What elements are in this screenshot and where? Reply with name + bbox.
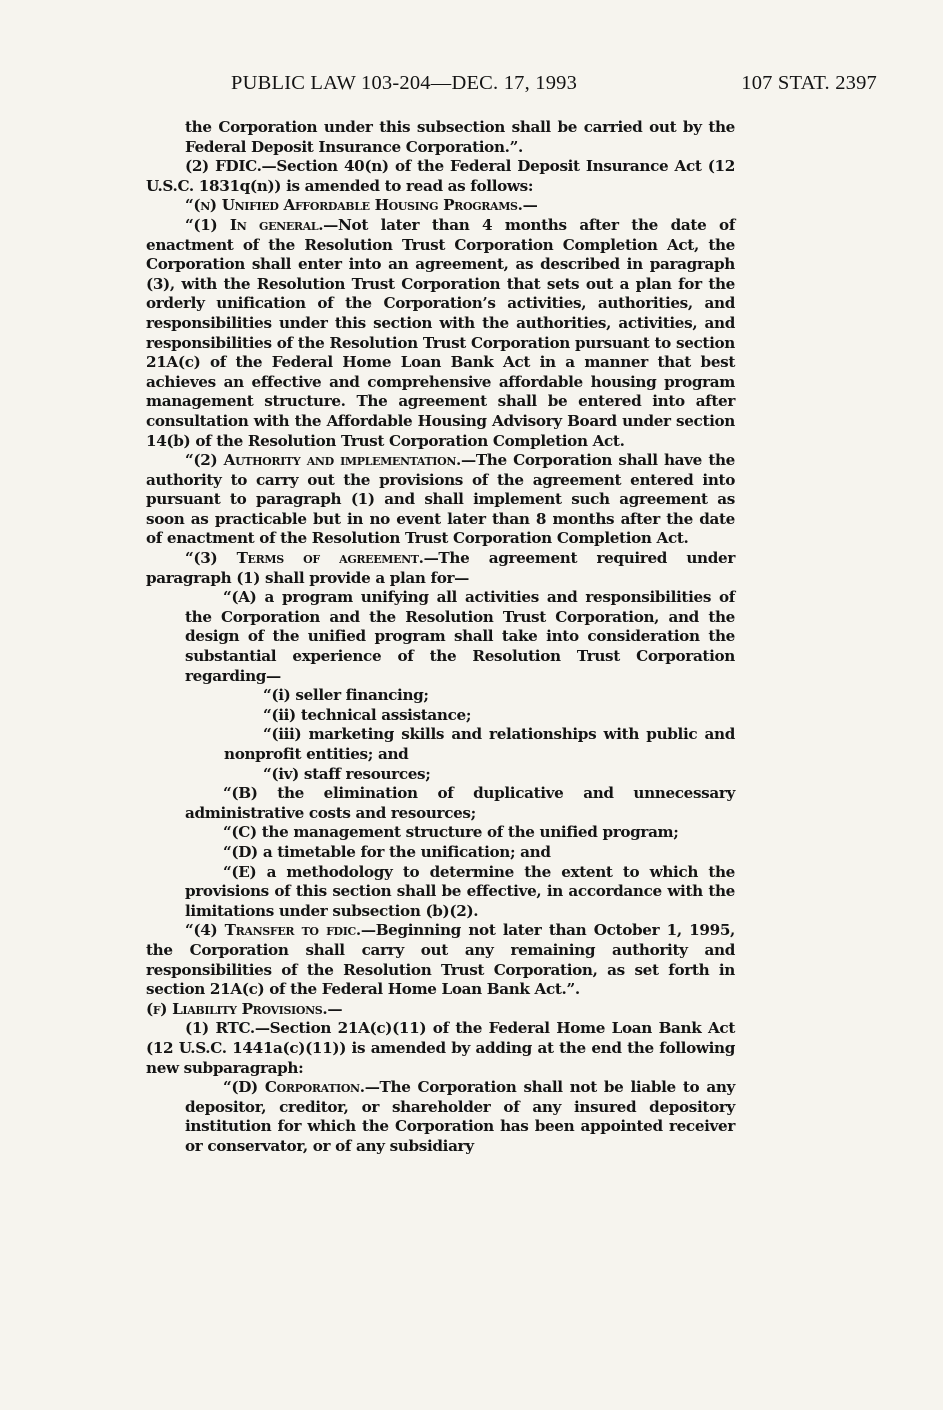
- paragraph: (2) FDIC.—Section 40(n) of the Federal Deposit Insurance Act (12 U.S.C. 1831q(n)) is amended to read as follows:: [146, 157, 735, 195]
- paragraph: “(C) the management structure of the unified program;: [223, 823, 679, 842]
- paragraph: “(1) In general.—Not later than 4 months after the date of enactment of the Resolution Trust Corporation Completion Act, the Corporation shall enter into an agreement, as described in paragraph (3), with the Resolution Trust Corporation that sets out a plan for the orderly unification of the Corporation’s activities, authorities, and responsibilities under this section with the authorities, activities, and responsibilities of the Resolution Trust Corporation pursuant to section 21A(c) of the Federal Home Loan Bank Act in a manner that best achieves an effective and comprehensive affordable housing program management structure. The agreement shall be entered into after consultation with the Affordable Housing Advisory Board under section 14(b) of the Resolution Trust Corporation Completion Act.: [146, 215, 736, 450]
- paragraph: “(E) a methodology to determine the extent to which the provisions of this section shall be effective, in accordance with the limitations under subsection (b)(2).: [185, 862, 735, 920]
- paragraph: “(2) Authority and implementation.—The Corporation shall have the authority to carry out the provisions of the agreement entered into pursuant to paragraph (1) and shall implement such agreement as soon as practicable but in no event later than 8 months after the date of enactment of the Resolution Trust Corporation Completion Act.: [146, 451, 735, 548]
- paragraph: “(D) Corporation.—The Corporation shall not be liable to any depositor, creditor, or shareholder of any insured depository institution for which the Corporation has been appointed receiver or conservator, or of any subsidiary: [185, 1078, 736, 1155]
- list-item: “(iv) staff resources;: [263, 764, 431, 783]
- list-item: “(i) seller financing;: [263, 686, 429, 705]
- running-title: PUBLIC LAW 103-204—DEC. 17, 1993: [231, 72, 578, 94]
- document-body: [146, 118, 735, 1156]
- page-header: [231, 72, 877, 102]
- paragraph: “(B) the elimination of duplicative and unnecessary administrative costs and resources;: [185, 784, 735, 822]
- paragraph: “(4) Transfer to fdic.—Beginning not later than October 1, 1995, the Corporation shall carry out any remaining authority and responsibilities of the Resolution Trust Corporation, as set forth in section 21A(c) of the Federal Home Loan Bank Act.”.: [146, 921, 735, 999]
- paragraph: “(3) Terms of agreement.—The agreement required under paragraph (1) shall provide a plan for—: [146, 549, 735, 587]
- page-number: 107 STAT. 2397: [741, 72, 877, 94]
- section-heading: (f) Liability Provisions.—: [146, 999, 343, 1018]
- paragraph: “(A) a program unifying all activities and responsibilities of the Corporation and the Resolution Trust Corporation, and the design of the unified program shall take into consideration the substantial experience of the Resolution Trust Corporation regarding—: [185, 588, 735, 685]
- section-heading: “(n) Unified Affordable Housing Programs.—: [185, 196, 538, 215]
- list-item: “(ii) technical assistance;: [263, 705, 472, 724]
- paragraph: “(D) a timetable for the unification; and: [223, 842, 551, 861]
- list-item: “(iii) marketing skills and relationships with public and nonprofit entities; and: [224, 725, 735, 763]
- paragraph: the Corporation under this subsection shall be carried out by the Federal Deposit Insurance Corporation.”.: [185, 118, 735, 156]
- paragraph: (1) RTC.—Section 21A(c)(11) of the Federal Home Loan Bank Act (12 U.S.C. 1441a(c)(11)) is amended by adding at the end the following new subparagraph:: [146, 1019, 735, 1077]
